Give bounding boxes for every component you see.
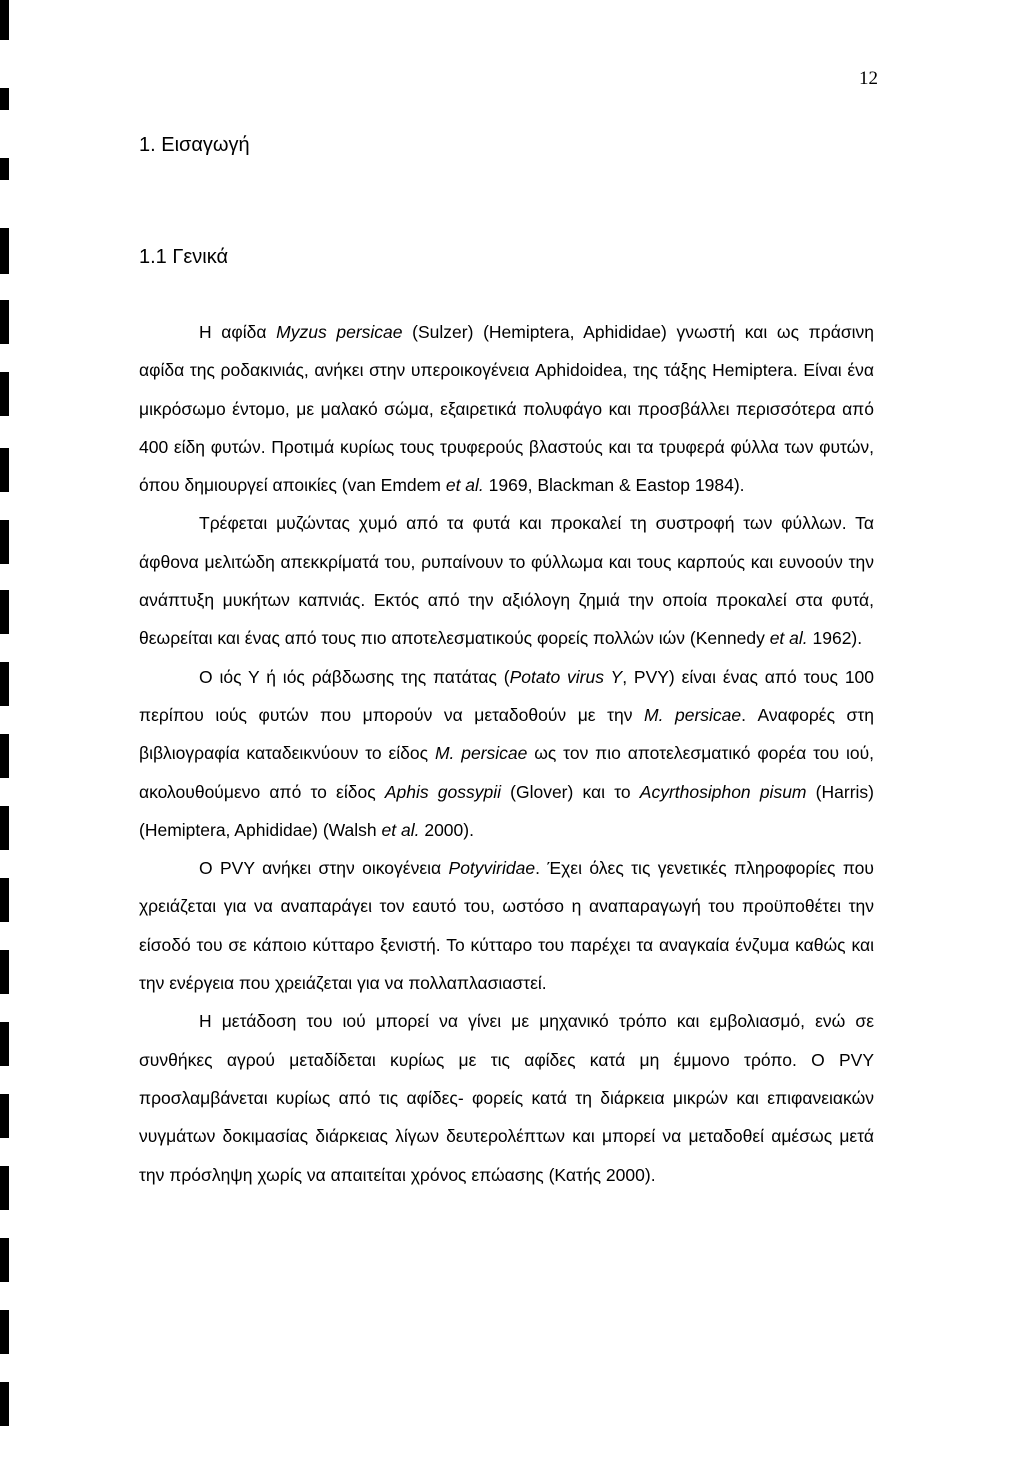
italic-run: M. persicae: [644, 704, 742, 725]
scan-edge-mark: [0, 1238, 9, 1282]
italic-run: Myzus persicae: [276, 322, 403, 342]
scan-edge-mark: [0, 1310, 9, 1354]
paragraph: [139, 849, 874, 1002]
italic-run: et al.: [381, 819, 420, 840]
paragraph: [139, 1002, 874, 1193]
italic-run: Potyviridae: [448, 858, 536, 879]
scan-edge-mark: [0, 590, 9, 634]
text-run: . Αναφορές στη βιβλιογραφία καταδεικνύουν το είδος: [139, 704, 874, 764]
scan-edge-mark: [0, 372, 9, 416]
paragraph: [139, 658, 874, 849]
text-run: (Sulzer) (Hemiptera, Aphididae) γνωστή και ως πράσινη αφίδα της ροδακινιάς, ανήκει στην υπεροικογένεια Aphidoidea, της τάξης Hemiptera. Είναι ένα μικρόσωμο έντομο, με μαλακό σώμα, εξαιρετικά πολυφάγο και προσβάλλει περισσότερα από 400 είδη φυτών. Προτιμά κυρίως τους τρυφερούς βλαστούς και τα τρυφερά φύλλα των φυτών, όπου δημιουργεί αποικίες (van Emdem: [139, 322, 874, 496]
scan-edge-mark: [0, 950, 9, 994]
scan-edge-mark: [0, 520, 9, 564]
scan-edge-mark: [0, 806, 9, 850]
scan-edge-mark: [0, 662, 9, 706]
italic-run: et al.: [769, 628, 808, 649]
section-heading: 1. Εισαγωγή: [139, 134, 250, 156]
text-run: (Harris) (Hemiptera, Aphididae) (Walsh: [139, 781, 874, 840]
sub-heading: 1.1 Γενικά: [139, 246, 229, 268]
text-run: Η μετάδοση του ιού μπορεί να γίνει με μηχανικό τρόπο και εμβολιασμό, ενώ σε συνθήκες αγρού μεταδίδεται κυρίως με τις αφίδες κατά μη έμμονο τρόπο. Ο PVY προσλαμβάνεται κυρίως από τις αφίδες- φορείς κατά τη διάρκεια μικρών και επιφανειακών νυγμάτων δοκιμασίας διάρκειας λίγων δευτερολέπτων και μπορεί να μεταδοθεί αμέσως μετά την πρόσληψη χωρίς να απαιτείται χρόνος επώασης (Κατής 2000).: [139, 1011, 874, 1185]
scan-edge-mark: [0, 0, 9, 40]
scan-edge-mark: [0, 88, 9, 110]
scan-edge-mark: [0, 300, 9, 344]
scan-edge-mark: [0, 734, 9, 778]
text-run: 1969, Blackman & Eastop 1984).: [483, 475, 745, 496]
scan-edge-mark: [0, 448, 9, 492]
paragraph: [139, 313, 874, 504]
body-text: [139, 313, 874, 1194]
text-run: Η αφίδα: [199, 322, 277, 342]
text-run: (Glover) και το: [500, 781, 640, 802]
scan-edge-mark: [0, 1166, 9, 1210]
text-run: Τρέφεται μυζώντας χυμό από τα φυτά και προκαλεί τη συστροφή των φύλλων. Τα άφθονα μελιτώδη απεκκρίματά του, ρυπαίνουν το φύλλωμα και τους καρπούς και ευνοούν την ανάπτυξη μυκήτων καπνιάς. Εκτός από την αξιόλογη ζημιά την οποία προκαλεί στα φυτά, θεωρείται και ένας από τους πιο αποτελεσματικούς φορείς πολλών ιών (Kennedy: [139, 513, 874, 649]
text-run: 2000).: [419, 819, 474, 840]
text-run: Ο PVY ανήκει στην οικογένεια: [199, 858, 449, 879]
scan-edge-mark: [0, 228, 9, 274]
italic-run: Acyrthosiphon pisum: [639, 781, 807, 802]
italic-run: et al.: [445, 475, 484, 496]
page-number: 12: [859, 68, 878, 89]
text-run: Ο ιός Υ ή ιός ράβδωσης της πατάτας (: [199, 666, 510, 687]
scan-edge-mark: [0, 878, 9, 922]
italic-run: Potato virus Y: [509, 666, 623, 687]
text-run: 1962).: [807, 628, 863, 649]
italic-run: M. persicae: [434, 743, 528, 764]
paragraph: [139, 504, 874, 657]
scan-edge-mark: [0, 1382, 9, 1426]
text-run: . Έχει όλες τις γενετικές πληροφορίες που χρειάζεται για να αναπαράγει τον εαυτό του, ωστόσο η αναπαραγωγή του προϋποθέτει την είσοδό του σε κάποιο κύτταρο ξενιστή. Το κύτταρο του παρέχει τα αναγκαία ένζυμα καθώς και την ενέργεια που χρειάζεται για να πολλαπλασιαστεί.: [139, 858, 874, 994]
italic-run: Aphis gossypii: [384, 781, 501, 802]
scan-edge-mark: [0, 1094, 9, 1138]
scan-edge-mark: [0, 158, 9, 180]
text-run: ως τον πιο αποτελεσματικό φορέα του ιού, ακολουθούμενο από το είδος: [139, 743, 875, 802]
text-run: , PVY) είναι ένας από τους 100 περίπου ιούς φυτών που μπορούν να μεταδοθούν με την: [139, 666, 875, 725]
scan-edge-mark: [0, 1022, 9, 1066]
